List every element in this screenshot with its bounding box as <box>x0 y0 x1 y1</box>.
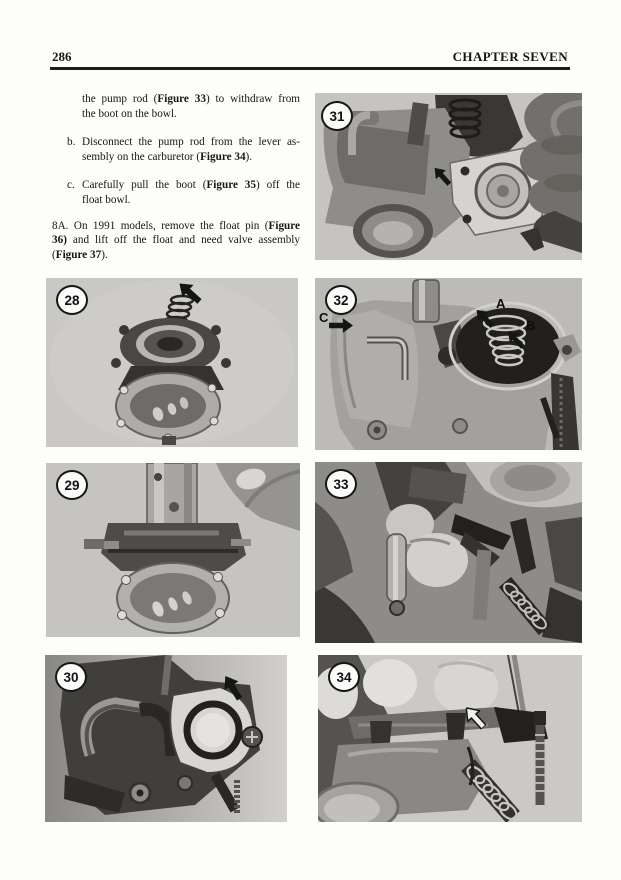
step-8a <box>52 219 300 263</box>
body-text: float bowl. <box>82 193 131 206</box>
body-text: ). <box>245 150 253 163</box>
figure-number: 31 <box>329 108 345 124</box>
figure-29-photo <box>46 463 300 637</box>
list-item-b <box>67 135 300 164</box>
text-line <box>82 178 300 193</box>
list-item-c <box>67 178 300 207</box>
body-text: the pump rod ( <box>82 93 158 105</box>
text-line <box>52 248 300 263</box>
body-text: Carefully pull the boot ( <box>82 179 207 192</box>
text-line <box>82 193 300 208</box>
callout-label-a: A <box>496 296 506 311</box>
figure-reference: Figure <box>268 219 300 232</box>
text-line <box>52 233 300 248</box>
figure-number: 33 <box>333 476 349 492</box>
text-line <box>82 150 300 165</box>
figure-reference: 36) <box>52 234 67 247</box>
figure-28-photo <box>46 278 298 447</box>
body-text: Disconnect the pump rod from the lever as- <box>82 136 300 149</box>
callout-label-b: B <box>526 318 536 333</box>
body-text: ) to withdraw from <box>205 93 300 105</box>
figure-number-badge <box>325 469 357 499</box>
figure-34-photo <box>318 655 582 822</box>
figure-number: 32 <box>333 292 349 308</box>
figure-number-badge <box>325 285 357 315</box>
figure-32-photo <box>315 278 582 450</box>
figure-number-badge <box>55 662 87 692</box>
body-text: ). <box>101 248 108 261</box>
body-text-column <box>52 92 300 262</box>
figure-number-badge <box>328 662 360 692</box>
callout-label-c: C <box>319 310 329 325</box>
body-text: and lift off the float and need valve assembly <box>66 234 300 247</box>
body-text: ( <box>52 248 56 261</box>
body-text: 8A. On 1991 models, remove the float pin ( <box>52 219 269 232</box>
figure-reference: Figure 35 <box>206 179 256 192</box>
figure-reference: Figure 34 <box>200 150 246 163</box>
figure-number-badge <box>321 101 353 131</box>
header-rule <box>50 67 570 70</box>
figure-number: 30 <box>63 669 79 685</box>
figure-number-badge <box>56 470 88 500</box>
body-text: sembly on the carburetor ( <box>82 150 201 163</box>
list-item-label: c. <box>67 179 75 192</box>
figure-reference: Figure 37 <box>55 248 102 261</box>
chapter-title: CHAPTER SEVEN <box>452 49 568 64</box>
figure-number: 29 <box>64 477 80 493</box>
body-text: the boot on the bowl. <box>82 107 177 120</box>
body-text: ) off the <box>256 179 300 192</box>
callout-arrow-icon <box>329 318 353 333</box>
text-line <box>52 219 300 234</box>
figure-number: 34 <box>336 669 352 685</box>
text-line <box>82 92 300 107</box>
list-item-a-continuation <box>82 92 300 121</box>
list-item-label: b. <box>67 136 76 149</box>
figure-number: 28 <box>64 292 80 308</box>
text-line <box>82 135 300 150</box>
figure-reference: Figure 33 <box>157 93 206 105</box>
page-number: 286 <box>52 49 72 64</box>
text-line <box>82 107 300 122</box>
figure-33-photo <box>315 462 582 643</box>
figure-31-photo <box>315 93 582 260</box>
figure-30-photo <box>45 655 287 822</box>
figure-number-badge <box>56 285 88 315</box>
